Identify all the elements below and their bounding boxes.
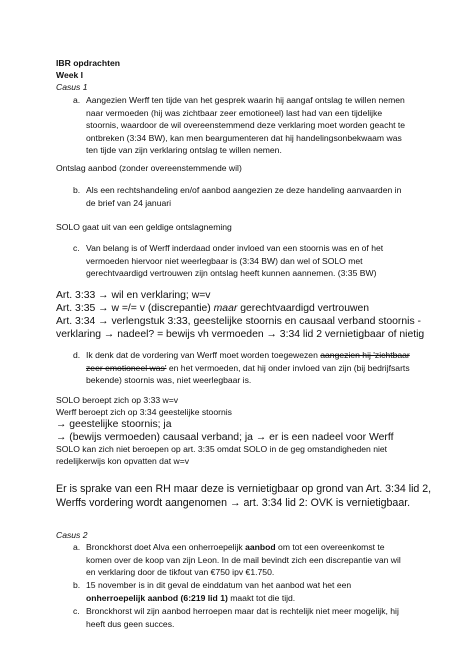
item-a-line: ontbreken (3:34 BW), kan men beargumenteren dat hij handelingsonbekwaam was [86, 132, 402, 143]
casus2-b-text [86, 579, 422, 604]
strikethrough-text: aangezien hij 'zichtbaar [320, 350, 410, 360]
casus2-c-line-1: Bronckhorst wil zijn aanbod herroepen maar dat is rechtelijk niet meer mogelijk, hij [86, 606, 399, 616]
item-a-label: a. [73, 95, 81, 105]
doc-title: IBR opdrachten [56, 58, 120, 68]
casus2-a-line-1-text: Bronckhorst doet Alva een onherroepelijk [86, 542, 246, 552]
item-a-line: naar vermoeden (hij was zichtbaar zeer emotioneel) last had van een tijdelijke [86, 107, 383, 118]
item-c-line: Van belang is of Werff inderdaad onder invloed van een stoornis was en of het [86, 243, 384, 253]
casus2-c-label: c. [73, 606, 80, 616]
art-line-4: verklaring → nadeel? = bewijs vh vermoeden → 3:34 lid 2 vernietigbaar of nietig [56, 329, 425, 340]
item-c-line: gerechtvaardigd vertrouwen zijn ontslag heeft kunnen aannemen. (3:35 BW) [86, 268, 377, 278]
item-d-line-1-text: Ik denk dat de vordering van Werff moet worden toegewezen [86, 350, 321, 360]
solo-line-1: SOLO gaat uit van een geldige ontslagneming [56, 222, 232, 232]
item-c-text [86, 242, 422, 280]
item-b-label: b. [73, 185, 81, 195]
item-d-label: d. [73, 350, 81, 360]
art-line-2-text: Art. 3:35 → w =/= v (discrepantie) [56, 303, 214, 314]
week-heading: Week I [56, 70, 84, 80]
casus2-b-line-2 [86, 592, 422, 605]
conclusion-line-1: Er is sprake van een RH maar deze is vernietigbaar op grond van Art. 3:34 lid 2, [56, 483, 432, 495]
art-line-2 [56, 302, 369, 315]
art-line-2-rest: gerechtvaardigd vertrouwen [237, 303, 370, 314]
solo-line-4: redelijkerwijs kon opvatten dat w=v [56, 456, 190, 466]
solo-line-3: SOLO kan zich niet beroepen op art. 3:35 omdat SOLO in de geg omstandigheden niet [56, 444, 388, 454]
art-line-1: Art. 3:33 → wil en verklaring; w=v [56, 290, 211, 301]
arrow-line-2: → (bewijs vermoeden) causaal verband; ja → er is een nadeel voor Werff [56, 432, 394, 443]
casus2-a-line-3: en verklaring door de tikfout van €750 ipv €1.750. [86, 567, 275, 577]
werff-line: Werff beroept zich op 3:34 geestelijke stoornis [56, 407, 232, 417]
item-d-text [86, 349, 422, 387]
item-d-line-3: bekende) stoornis was, niet weerlegbaar is. [86, 375, 252, 385]
item-a-text [86, 94, 422, 157]
item-b-text [86, 184, 422, 209]
casus2-heading: Casus 2 [56, 530, 88, 540]
casus2-b-line-1: 15 november is in dit geval de einddatum van het aanbod wat het een [86, 580, 352, 590]
item-d-line-2-text: en het vermoeden, dat hij onder invloed van zijn (bij bedrijfsarts [166, 362, 410, 373]
item-a-line: ten tijde van zijn verklaring ontslag te willen nemen. [86, 145, 282, 155]
casus2-a-label: a. [73, 542, 81, 552]
casus1-heading: Casus 1 [56, 82, 88, 92]
casus2-a-line-1-rest: om tot een overeenkomst te [275, 542, 385, 552]
item-a-line: stoornis, waardoor de wil overeenstemmend deze verklaring moet worden geacht te [86, 120, 406, 130]
arrow-line-1: → geestelijke stoornis; ja [56, 419, 172, 430]
casus2-b-line-2-text: maakt tot die tijd. [227, 592, 296, 603]
art-line-2-emphasis: maar [213, 303, 238, 314]
casus2-c-text [86, 605, 422, 630]
item-a-line: Aangezien Werff ten tijde van het gesprek waarin hij aangaf ontslag te willen nemen [86, 95, 405, 105]
bold-text: onherroepelijk aanbod (6:219 lid 1) [86, 592, 228, 603]
solo-line-2: SOLO beroept zich op 3:33 w=v [56, 395, 179, 405]
item-b-line: Als een rechtshandeling en/of aanbod aangezien ze deze handeling aanvaarden in [86, 185, 402, 195]
casus2-a-text [86, 541, 422, 579]
casus2-b-label: b. [73, 580, 81, 590]
ontslag-line: Ontslag aanbod (zonder overeenstemmende wil) [56, 163, 242, 173]
strikethrough-text: zeer emotioneel was' [86, 362, 167, 373]
item-c-label: c. [73, 243, 80, 253]
casus2-a-line-2: komen over de koop van zijn Leon. In de mail bevindt zich een discrepantie van wil [86, 554, 401, 565]
item-b-line: de brief van 24 januari [86, 197, 172, 208]
conclusion-line-2: Werffs vordering wordt aangenomen → art. 3:34 lid 2: OVK is vernietigbaar. [56, 497, 411, 509]
item-c-line: vermoeden hiervoor niet weerlegbaar is (3:34 BW) dan wel of SOLO met [86, 255, 363, 266]
casus2-a-line-1 [86, 541, 422, 554]
casus2-c-line-2: heeft dus geen succes. [86, 618, 175, 629]
art-line-3: Art. 3:34 → verlengstuk 3:33, geestelijke stoornis en causaal verband stoornis - [56, 316, 422, 327]
bold-text: aanbod [245, 542, 276, 552]
item-d-line-1 [86, 349, 422, 362]
item-d-line-2 [86, 362, 422, 375]
